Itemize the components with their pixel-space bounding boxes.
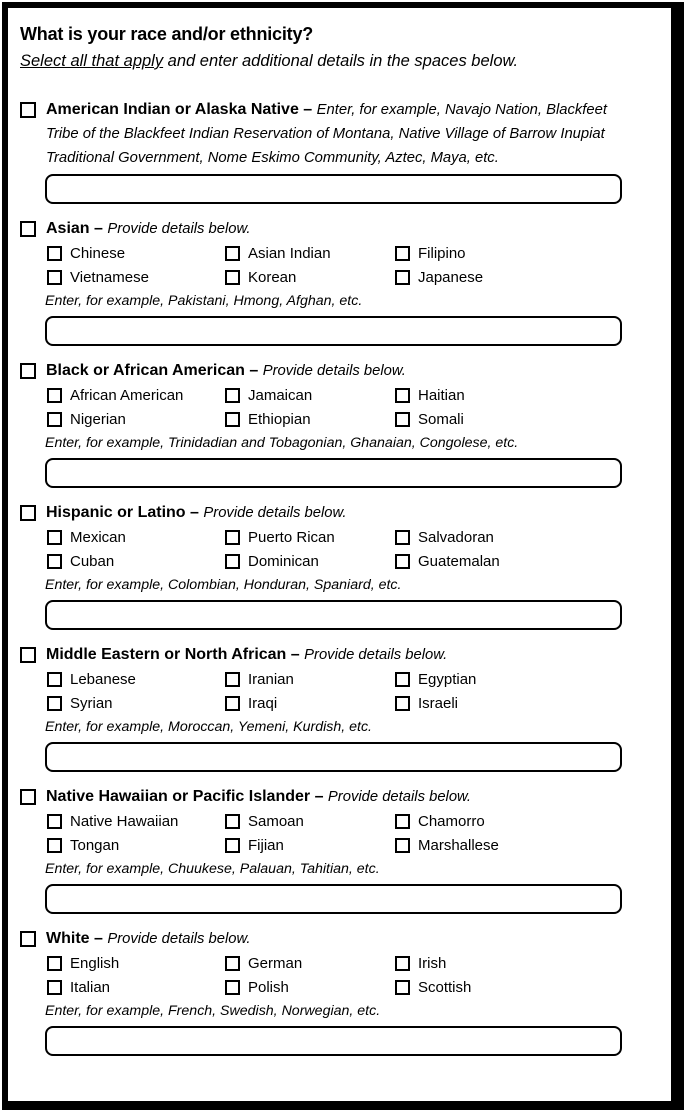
option-checkbox[interactable]	[47, 554, 62, 569]
option-label: Asian Indian	[248, 245, 331, 262]
section-heading-text	[46, 927, 250, 951]
option-checkbox[interactable]	[47, 530, 62, 545]
option-label: Filipino	[418, 245, 466, 262]
option-label: Mexican	[70, 529, 126, 546]
option-checkbox[interactable]	[225, 270, 240, 285]
option-vietnamese	[47, 266, 225, 289]
option-japanese	[395, 266, 653, 289]
options-grid	[47, 668, 653, 715]
checkbox-native-hawaiian-or-pacific-islander[interactable]	[20, 789, 36, 805]
section-hint: Provide details below.	[107, 931, 251, 947]
option-checkbox[interactable]	[47, 412, 62, 427]
option-label: Haitian	[418, 387, 465, 404]
option-checkbox[interactable]	[395, 530, 410, 545]
option-syrian	[47, 692, 225, 715]
option-dominican	[225, 550, 395, 573]
dash: –	[190, 504, 199, 521]
option-label: Italian	[70, 979, 111, 996]
option-label: Dominican	[248, 553, 319, 570]
option-label: Salvadoran	[418, 529, 494, 546]
instruction-text	[20, 48, 653, 74]
option-label: Puerto Rican	[248, 529, 335, 546]
instruction-rest: and enter additional details in the spaces below.	[163, 52, 519, 70]
option-label: Irish	[418, 955, 447, 972]
section-label: Black or African American	[46, 362, 245, 379]
example-text: Enter, for example, Trinidadian and Tobagonian, Ghanaian, Congolese, etc.	[45, 435, 519, 451]
option-checkbox[interactable]	[395, 246, 410, 261]
section-white	[20, 927, 653, 1056]
option-checkbox[interactable]	[395, 412, 410, 427]
dash: –	[94, 930, 103, 947]
option-label: Fijian	[248, 837, 284, 854]
options-grid	[47, 384, 653, 431]
option-checkbox[interactable]	[225, 672, 240, 687]
option-checkbox[interactable]	[225, 388, 240, 403]
option-jamaican	[225, 384, 395, 407]
option-checkbox[interactable]	[47, 980, 62, 995]
option-checkbox[interactable]	[47, 672, 62, 687]
option-fijian	[225, 834, 395, 857]
option-filipino	[395, 242, 653, 265]
option-label: Egyptian	[418, 671, 477, 688]
option-somali	[395, 408, 653, 431]
option-haitian	[395, 384, 653, 407]
option-checkbox[interactable]	[225, 696, 240, 711]
option-tongan	[47, 834, 225, 857]
section-hint: Provide details below.	[262, 363, 406, 379]
option-egyptian	[395, 668, 653, 691]
option-checkbox[interactable]	[395, 814, 410, 829]
section-hispanic-or-latino	[20, 501, 653, 630]
option-asian-indian	[225, 242, 395, 265]
details-input-asian[interactable]	[45, 316, 622, 346]
option-chamorro	[395, 810, 653, 833]
option-checkbox[interactable]	[225, 838, 240, 853]
form-page	[2, 2, 684, 1110]
option-irish	[395, 952, 653, 975]
dash: –	[249, 362, 259, 379]
option-samoan	[225, 810, 395, 833]
option-label: Jamaican	[248, 387, 313, 404]
option-iraqi	[225, 692, 395, 715]
option-guatemalan	[395, 550, 653, 573]
option-checkbox[interactable]	[225, 554, 240, 569]
option-checkbox[interactable]	[395, 270, 410, 285]
option-label: Somali	[418, 411, 464, 428]
option-ethiopian	[225, 408, 395, 431]
option-checkbox[interactable]	[395, 388, 410, 403]
checkbox-white[interactable]	[20, 931, 36, 947]
option-cuban	[47, 550, 225, 573]
option-lebanese	[47, 668, 225, 691]
option-label: Tongan	[70, 837, 120, 854]
option-checkbox[interactable]	[395, 956, 410, 971]
option-native-hawaiian	[47, 810, 225, 833]
option-label: Ethiopian	[248, 411, 311, 428]
options-grid	[47, 952, 653, 999]
option-checkbox[interactable]	[225, 246, 240, 261]
option-label: Marshallese	[418, 837, 499, 854]
details-input-hispanic-or-latino[interactable]	[45, 600, 622, 630]
section-middle-eastern-or-north-african	[20, 643, 653, 772]
details-input-american-indian-or-alaska-native[interactable]	[45, 174, 622, 204]
section-heading-text	[46, 785, 471, 809]
option-label: Vietnamese	[70, 269, 149, 286]
section-label: White	[46, 930, 90, 947]
checkbox-middle-eastern-or-north-african[interactable]	[20, 647, 36, 663]
section-hint: Provide details below.	[107, 221, 251, 237]
options-grid	[47, 810, 653, 857]
option-label: Guatemalan	[418, 553, 500, 570]
option-german	[225, 952, 395, 975]
option-checkbox[interactable]	[225, 412, 240, 427]
example-text: Enter, for example, Chuukese, Palauan, Tahitian, etc.	[45, 861, 380, 877]
option-label: Scottish	[418, 979, 472, 996]
section-heading-text	[46, 217, 251, 241]
checkbox-asian[interactable]	[20, 221, 36, 237]
option-scottish	[395, 976, 653, 999]
option-israeli	[395, 692, 653, 715]
example-text: Enter, for example, French, Swedish, Norwegian, etc.	[45, 1003, 381, 1019]
section-label: Hispanic or Latino	[46, 504, 186, 521]
option-italian	[47, 976, 225, 999]
example-text: Enter, for example, Pakistani, Hmong, Afghan, etc.	[45, 293, 363, 309]
section-label: Asian	[46, 220, 90, 237]
section-black-or-african-american	[20, 359, 653, 488]
option-checkbox[interactable]	[47, 388, 62, 403]
option-label: Samoan	[248, 813, 304, 830]
section-american-indian-or-alaska-native	[20, 98, 653, 204]
section-hint: Provide details below.	[203, 505, 347, 521]
option-checkbox[interactable]	[47, 956, 62, 971]
option-mexican	[47, 526, 225, 549]
option-english	[47, 952, 225, 975]
option-label: Chamorro	[418, 813, 485, 830]
section-heading-text	[46, 501, 347, 525]
option-african-american	[47, 384, 225, 407]
option-label: Iraqi	[248, 695, 278, 712]
option-checkbox[interactable]	[395, 696, 410, 711]
option-checkbox[interactable]	[47, 270, 62, 285]
details-input-white[interactable]	[45, 1026, 622, 1056]
section-hint: Provide details below.	[304, 647, 448, 663]
option-label: Korean	[248, 269, 297, 286]
option-label: Cuban	[70, 553, 115, 570]
details-input-middle-eastern-or-north-african[interactable]	[45, 742, 622, 772]
options-grid	[47, 242, 653, 289]
option-checkbox[interactable]	[47, 246, 62, 261]
option-label: African American	[70, 387, 184, 404]
option-nigerian	[47, 408, 225, 431]
checkbox-american-indian-or-alaska-native[interactable]	[20, 102, 36, 118]
option-chinese	[47, 242, 225, 265]
option-korean	[225, 266, 395, 289]
section-label: Middle Eastern or North African	[46, 646, 287, 663]
option-checkbox[interactable]	[395, 838, 410, 853]
options-grid	[47, 526, 653, 573]
option-iranian	[225, 668, 395, 691]
option-label: English	[70, 955, 120, 972]
option-checkbox[interactable]	[47, 696, 62, 711]
checkbox-hispanic-or-latino[interactable]	[20, 505, 36, 521]
section-label: Native Hawaiian or Pacific Islander	[46, 788, 311, 805]
option-checkbox[interactable]	[47, 814, 62, 829]
option-label: Israeli	[418, 695, 459, 712]
example-text: Enter, for example, Moroccan, Yemeni, Kurdish, etc.	[45, 719, 372, 735]
option-label: Japanese	[418, 269, 484, 286]
option-salvadoran	[395, 526, 653, 549]
dash: –	[303, 101, 313, 118]
section-heading-text	[46, 643, 447, 667]
option-label: Lebanese	[70, 671, 136, 688]
option-label: Polish	[248, 979, 289, 996]
dash: –	[314, 788, 324, 805]
section-heading-text	[46, 98, 641, 170]
form-header	[20, 21, 653, 74]
option-checkbox[interactable]	[225, 980, 240, 995]
option-marshallese	[395, 834, 653, 857]
instruction-underlined: Select all that apply	[20, 52, 164, 70]
option-checkbox[interactable]	[395, 672, 410, 687]
section-label: American Indian or Alaska Native	[46, 101, 299, 118]
section-native-hawaiian-or-pacific-islander	[20, 785, 653, 914]
section-asian	[20, 217, 653, 346]
option-checkbox[interactable]	[395, 980, 410, 995]
option-label: Iranian	[248, 671, 294, 688]
option-label: Nigerian	[70, 411, 126, 428]
dash: –	[290, 646, 300, 663]
option-checkbox[interactable]	[47, 838, 62, 853]
option-puerto-rican	[225, 526, 395, 549]
option-checkbox[interactable]	[225, 814, 240, 829]
checkbox-black-or-african-american[interactable]	[20, 363, 36, 379]
option-checkbox[interactable]	[225, 530, 240, 545]
section-hint: Provide details below.	[327, 789, 472, 805]
option-polish	[225, 976, 395, 999]
option-label: Native Hawaiian	[70, 813, 179, 830]
option-label: Chinese	[70, 245, 126, 262]
example-text: Enter, for example, Colombian, Honduran, Spaniard, etc.	[45, 577, 402, 593]
option-label: Syrian	[70, 695, 113, 712]
section-heading-text	[46, 359, 406, 383]
page-title: What is your race and/or ethnicity?	[20, 24, 314, 44]
dash: –	[94, 220, 103, 237]
option-checkbox[interactable]	[395, 554, 410, 569]
option-checkbox[interactable]	[225, 956, 240, 971]
option-label: German	[248, 955, 303, 972]
details-input-black-or-african-american[interactable]	[45, 458, 622, 488]
section-hint: Enter, for example, Navajo Nation, Blackfeet Tribe of the Blackfeet Indian Reservation of Montana, Native Village of Barrow Inupiat Traditional Government, Nome Eskimo Community, Aztec, Maya, etc.	[46, 102, 607, 166]
details-input-native-hawaiian-or-pacific-islander[interactable]	[45, 884, 622, 914]
